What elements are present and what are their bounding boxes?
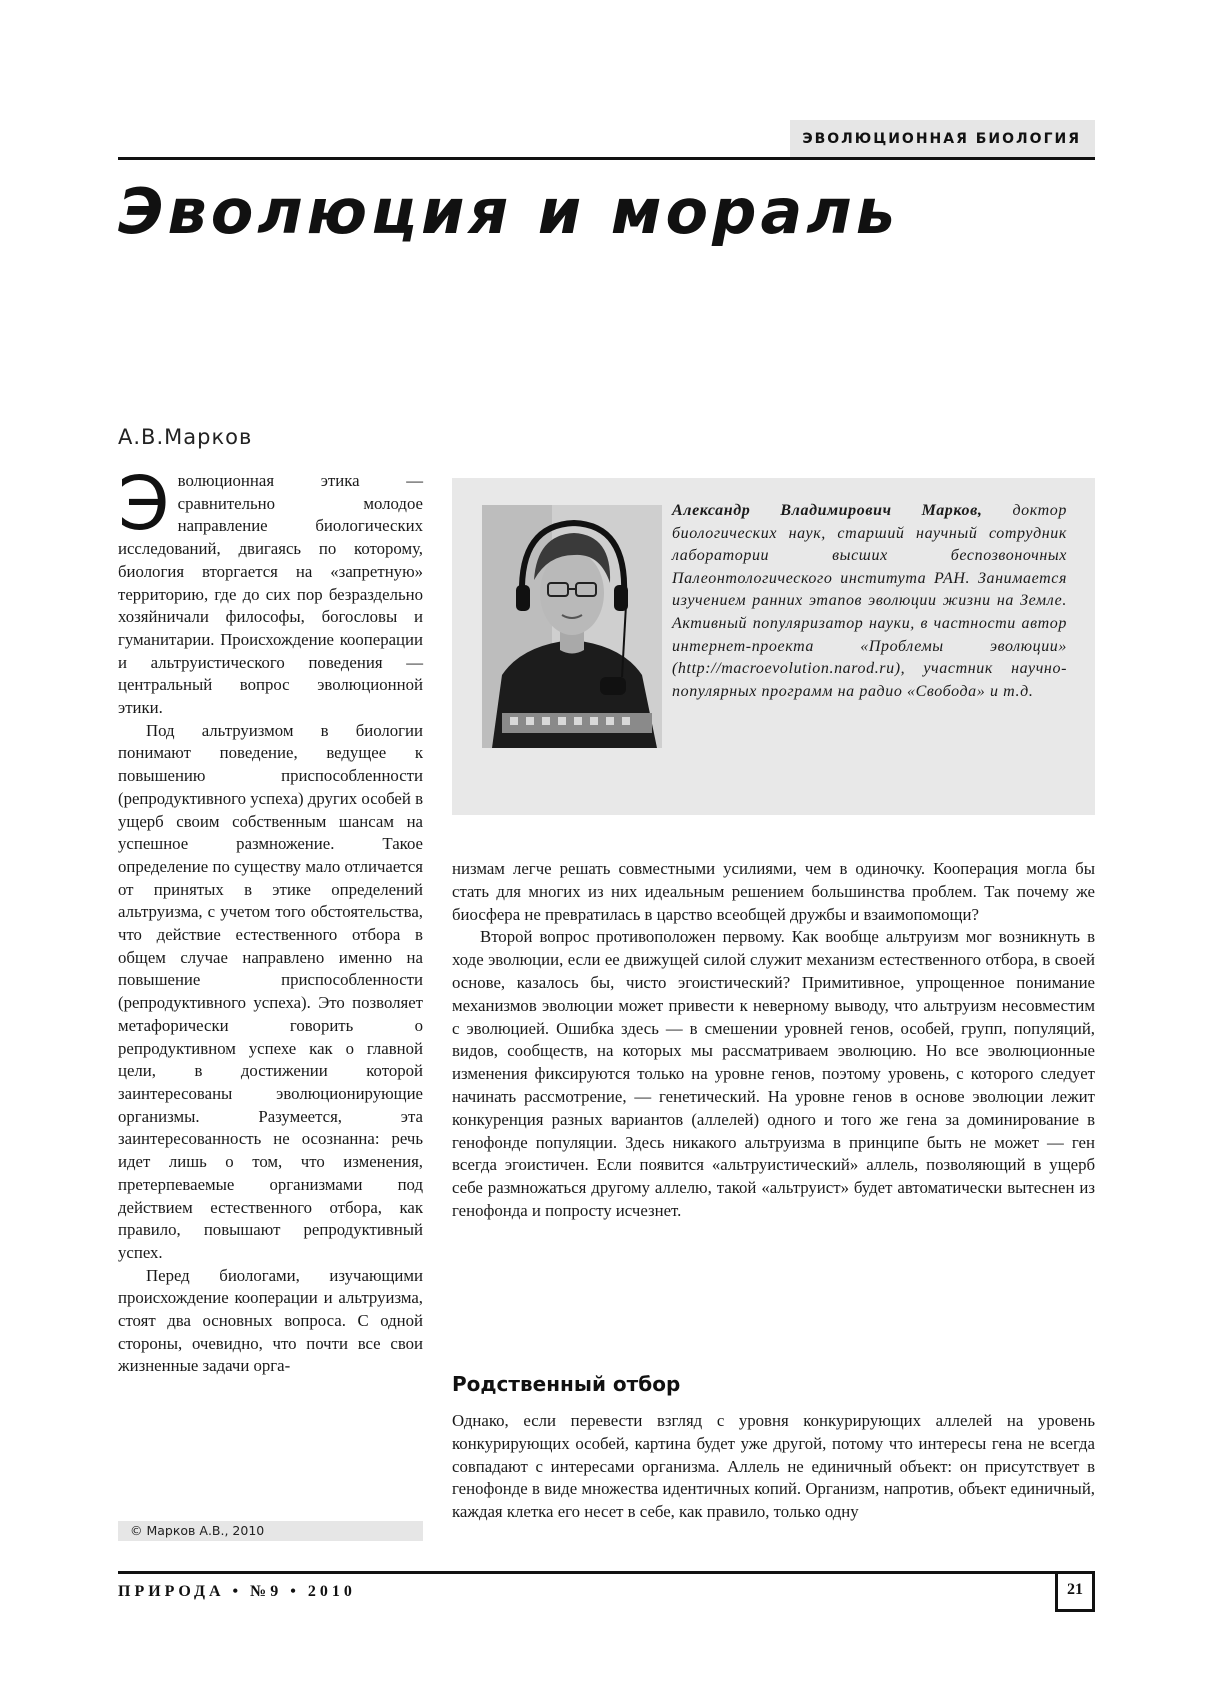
paragraph: Под альтруизмом в биологии понимают поведение, ведущее к повышению приспособленности (репродуктивного успеха) других особей в ущерб своим собственным шансам на успешное размножение. Такое определение по существу мало отличается от принятых в этике определений альтруизма, с учетом того обстоятельства, что действие естественного отбора в общем случае направлено именно на повышение приспособленности (репродуктивного успеха). Это позволяет метафорически говорить о репродуктивном успехе как о главной цели, в достижении которой заинтересованы эволюционирующие организмы. Разумеется, эта заинтересованность не осознанна: речь идет лишь о том, что изменения, претерпеваемые организмами под действием естественного отбора, как правило, повышают репродуктивный успех. — [118, 720, 423, 1262]
paragraph: низмам легче решать совместными усилиями, чем в одиночку. Кооперация могла бы стать для многих из них идеальным решением большинства проблем. Так почему же биосфера не превратилась в царство всеобщей дружбы и взаимопомощи? — [452, 859, 1095, 924]
author-bio-box — [452, 478, 1095, 815]
paragraph: Перед биологами, изучающими происхождение кооперации и альтруизма, стоят два основных вопроса. С одной стороны, очевидно, что почти все свои жизненные задачи орга- — [118, 1265, 423, 1376]
section-body — [452, 1410, 1095, 1524]
article-author: А.В.Марков — [118, 425, 253, 449]
paragraph: Эволюционная этика — сравнительно молодое направление биологических исследований, двигаясь по которому, биология вторгается на «запретную» территорию, где до сих пор безраздельно хозяйничали философы, богословы и гуманитарии. Происхождение кооперации и альтруистического поведения — центральный вопрос эволюционной этики. — [118, 461, 423, 718]
left-column — [118, 461, 423, 1378]
title-rule — [118, 157, 1095, 160]
author-name: Александр Владимирович Марков, — [672, 502, 983, 519]
copyright-note: © Марков А.В., 2010 — [118, 1521, 423, 1541]
article-title: Эволюция и мораль — [118, 175, 899, 248]
section-heading: Родственный отбор — [452, 1372, 681, 1396]
drop-cap: Э — [118, 461, 170, 547]
footer-rule — [118, 1571, 1095, 1574]
author-portrait-image — [482, 505, 662, 748]
right-column — [452, 858, 1095, 1223]
author-photo — [482, 505, 662, 748]
author-bio-text — [672, 500, 1067, 703]
paragraph: Второй вопрос противоположен первому. Как вообще альтруизм мог возникнуть в ходе эволюции, если ее движущей силой служит механизм естественного отбора, в своей основе, казалось бы, чисто эгоистический? Примитивное, упрощенное понимание механизмов эволюции может привести к неверному выводу, что альтруизм несовместим с эволюцией. Ошибка здесь — в смешении уровней генов, особей, групп, популяций, видов, сообществ, на которых мы рассматриваем эволюцию. Но все эволюционные изменения фиксируются только на уровне генов, поэтому уровень, с которого следует начинать рассмотрение, — генетический. На уровне генов в основе эволюции лежит конкуренция разных вариантов (аллелей) одного и того же гена за доминирование в генофонде популяции. Здесь никакого альтруизма в принципе быть не может — ген всегда эгоистичен. Если появится «альтруистический» аллель, позволяющий в ущерб себе размножаться другому аллелю, такой «альтруист» будет автоматически вытеснен из генофонда и попросту исчезнет. — [452, 927, 1095, 1220]
section-rubric: ЭВОЛЮЦИОННАЯ БИОЛОГИЯ — [790, 120, 1095, 157]
paragraph: Однако, если перевести взгляд с уровня конкурирующих аллелей на уровень конкурирующих особей, картина будет уже другой, потому что интересы гена не всегда совпадают с интересами организма. Аллель не единичный объект: он присутствует в генофонде в виде множества идентичных копий. Организм, напротив, объект единичный, каждая клетка его несет в себе, как правило, только одну — [452, 1411, 1095, 1522]
journal-footer: ПРИРОДА • №9 • 2010 — [118, 1583, 356, 1600]
author-bio-description: доктор биологических наук, старший научный сотрудник лаборатории высших беспозвоночных Палеонтологического института РАН. Занимается изучением ранних этапов эволюции жизни на Земле. Активный популяризатор науки, в частности автор интернет-проекта «Проблемы эволюции» (http://macroevolution.narod.ru), участник научно-популярных программ на радио «Свобода» и т.д. — [672, 502, 1067, 700]
page-number: 21 — [1055, 1571, 1095, 1612]
